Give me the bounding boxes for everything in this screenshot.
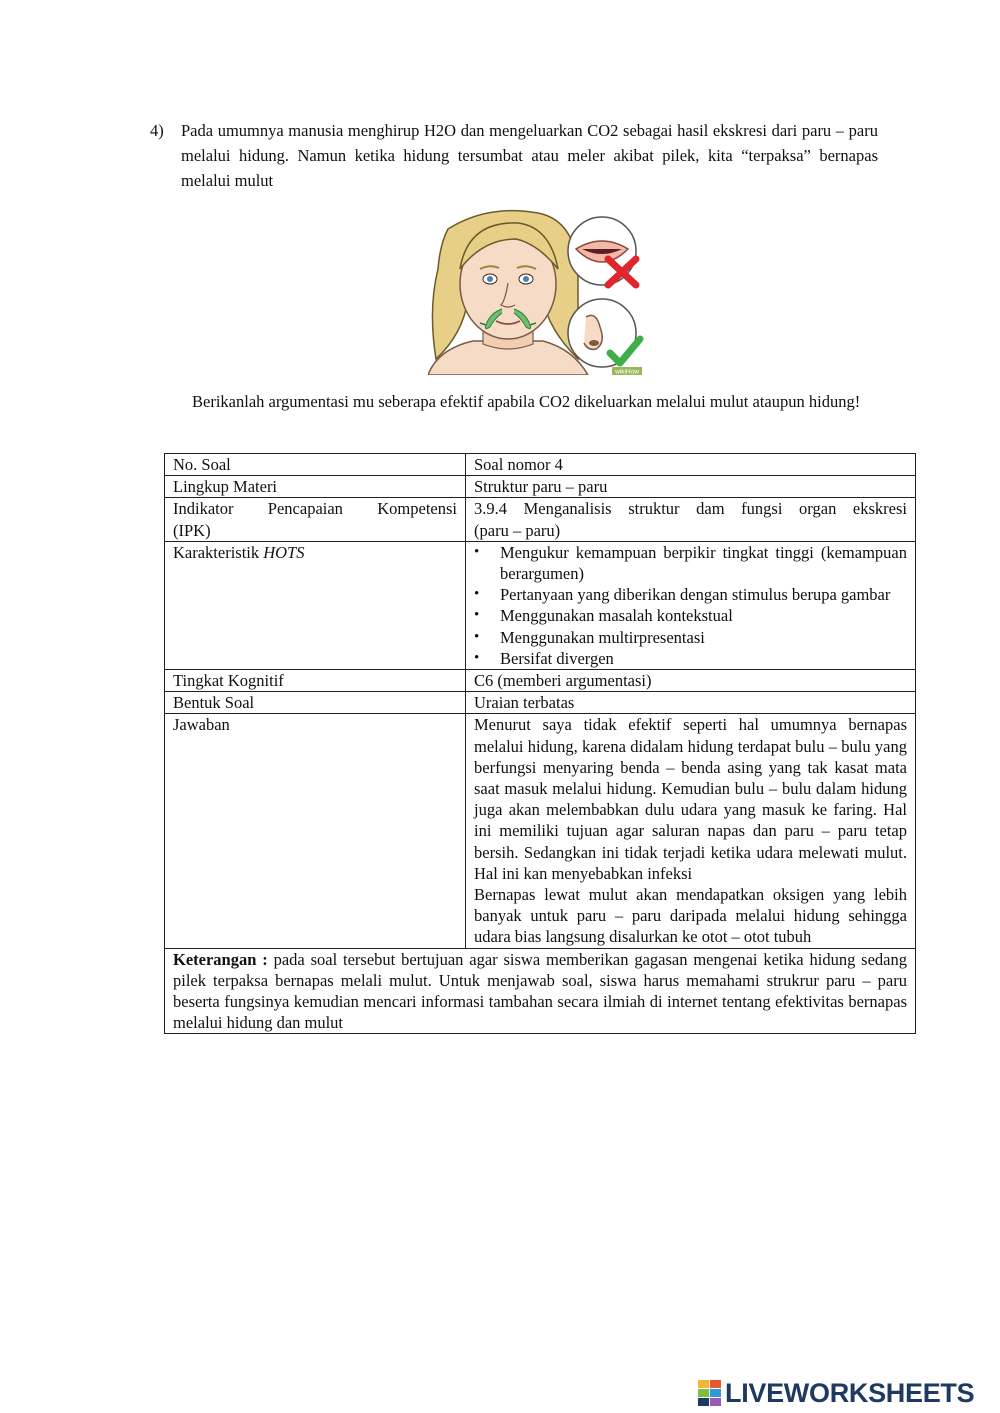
row-value: C6 (memberi argumentasi) — [466, 670, 916, 692]
list-item: • Bersifat divergen — [500, 648, 907, 669]
table-row — [165, 948, 916, 1034]
row-label — [165, 541, 466, 669]
row-value — [466, 498, 916, 541]
row-value: Uraian terbatas — [466, 692, 916, 714]
table-row — [165, 670, 916, 692]
row-value: Struktur paru – paru — [466, 476, 916, 498]
table-row — [165, 541, 916, 669]
liveworksheets-logo — [698, 1378, 974, 1408]
question-prompt: Berikanlah argumentasi mu seberapa efektif apabila CO2 dikeluarkan melalui mulut ataupun hidung! — [192, 392, 861, 411]
liveworksheets-logo-icon — [698, 1380, 722, 1406]
ipk-value-line1: 3.9.4 Menganalisis struktur dam fungsi organ ekskresi — [474, 499, 907, 519]
list-item: • Mengukur kemampuan berpikir tingkat tinggi (kemampuan berargumen) — [500, 542, 907, 584]
answer-paragraph-2: Bernapas lewat mulut akan mendapatkan oksigen yang lebih banyak untuk paru – paru daripada melalui hidung sehingga udara bias langsung disalurkan ke otot – otot tubuh — [474, 885, 907, 947]
liveworksheets-logo-text: LIVEWORKSHEETS — [725, 1377, 975, 1408]
note-text: pada soal tersebut bertujuan agar siswa memberikan gagasan mengenai ketika hidung sedang pilek terpaksa bernapas melali mulut. Untuk menjawab soal, siswa harus memahami strukrur paru – paru beserta fungsinya kemudian mencari informasi tambahan secara ilmiah di internet tentang efektivitas bernapas melalui hidung dan mulut — [173, 949, 907, 1033]
mouth-breathing-cross-icon — [566, 215, 642, 291]
row-value: Soal nomor 4 — [466, 454, 916, 476]
table-row — [165, 454, 916, 476]
table-row — [165, 498, 916, 541]
answer-cell — [466, 714, 916, 948]
wikihow-watermark: wikiHow — [615, 368, 639, 375]
question-number: 4) — [150, 121, 164, 140]
breathing-illustration — [428, 209, 644, 375]
note-cell — [165, 948, 916, 1034]
question-spec-table — [164, 453, 916, 1034]
question-4 — [150, 118, 878, 193]
ipk-value-line2: (paru – paru) — [474, 520, 561, 540]
list-item: • Pertanyaan yang diberikan dengan stimulus berupa gambar — [500, 584, 907, 605]
table-row — [165, 476, 916, 498]
row-label: Tingkat Kognitif — [165, 670, 466, 692]
ipk-label-line2: (IPK) — [173, 520, 211, 540]
question-text: Pada umumnya manusia menghirup H2O dan mengeluarkan CO2 sebagai hasil ekskresi dari paru – paru melalui hidung. Namun ketika hidung tersumbat atau meler akibat pilek, kita “terpaksa” bernapas melalui mulut — [181, 121, 878, 190]
row-label: Jawaban — [165, 714, 466, 948]
row-label: Bentuk Soal — [165, 692, 466, 714]
answer-paragraph-1: Menurut saya tidak efektif seperti hal umumnya bernapas melalui hidung, karena didalam hidung terdapat bulu – bulu yang berfungsi menyaring benda – benda asing yang tak kasat mata saat masuk melalui hidung. Kemudian bulu – bulu dalam hidung juga akan melembabkan dulu udara yang masuk ke faring. Hal ini memiliki tujuan agar saluran napas dan paru – paru tetap bersih. Sedangkan ini tidak terjadi ketika udara melewati mulut. Hal ini kan menyebabkan infeksi — [474, 715, 907, 883]
row-value — [466, 541, 916, 669]
nose-breathing-check-icon — [566, 297, 644, 375]
list-item: • Menggunakan multirpresentasi — [500, 627, 907, 648]
hots-list — [474, 542, 907, 669]
list-item: • Menggunakan masalah kontekstual — [500, 605, 907, 626]
hots-label-em: HOTS — [263, 542, 305, 562]
row-label: No. Soal — [165, 454, 466, 476]
table-row — [165, 692, 916, 714]
table-row — [165, 714, 916, 948]
row-label: Lingkup Materi — [165, 476, 466, 498]
hots-label-prefix: Karakteristik — [173, 542, 264, 562]
ipk-label-line1: Indikator Pencapaian Kompetensi — [173, 499, 457, 519]
row-label — [165, 498, 466, 541]
note-label: Keterangan : — [173, 949, 268, 969]
